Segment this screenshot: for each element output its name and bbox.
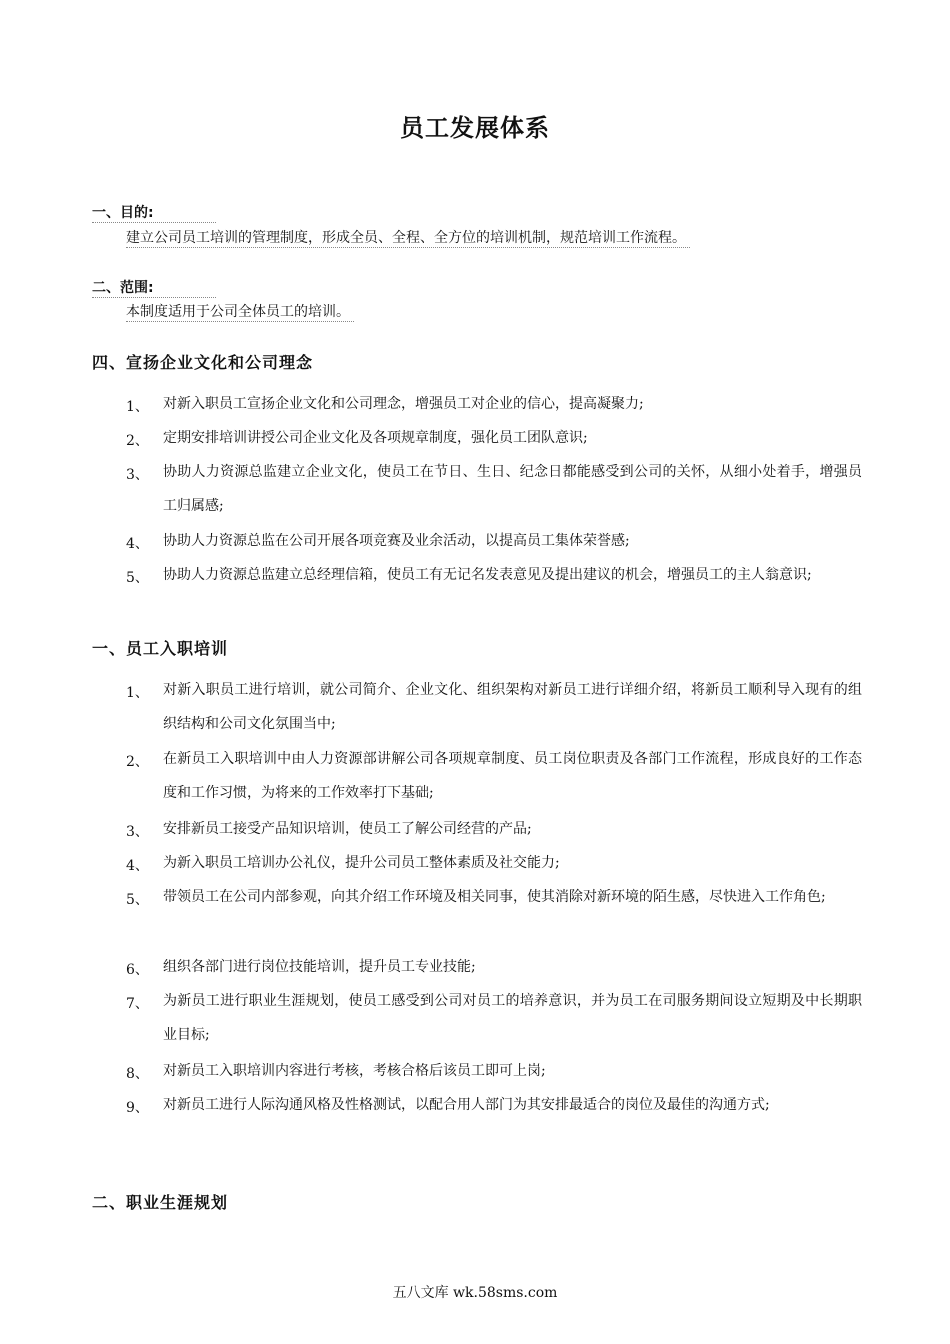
scope-text: 本制度适用于公司全体员工的培训。 (126, 303, 354, 322)
item-text: 带领员工在公司内部参观，向其介绍工作环境及相关同事，使其消除对新环境的陌生感，尽快进入工作角色; (163, 889, 826, 905)
item-number: 2、 (126, 433, 149, 449)
item-number: 4、 (126, 858, 149, 874)
item-text: 定期安排培训讲授公司企业文化及各项规章制度，强化员工团队意识; (163, 430, 588, 446)
item-number: 5、 (126, 892, 149, 908)
item-text: 协助人力资源总监在公司开展各项竞赛及业余活动，以提高员工集体荣誉感; (163, 533, 630, 549)
item-text: 对新入职员工进行培训，就公司简介、企业文化、组织架构对新员工进行详细介绍，将新员工顺利导入现有的组织结构和公司文化氛围当中; (163, 682, 862, 732)
item-number: 6、 (126, 962, 149, 978)
item-number: 9、 (126, 1100, 149, 1116)
career-heading: 二、职业生涯规划 (92, 1193, 229, 1212)
item-number: 3、 (126, 467, 149, 483)
item-number: 5、 (126, 570, 149, 586)
purpose-text: 建立公司员工培训的管理制度，形成全员、全程、全方位的培训机制，规范培训工作流程。 (126, 229, 690, 248)
scope-heading: 二、范围: (92, 279, 216, 298)
item-number: 3、 (126, 824, 149, 840)
item-text: 为新入职员工培训办公礼仪，提升公司员工整体素质及社交能力; (163, 855, 560, 871)
item-text: 协助人力资源总监建立总经理信箱，使员工有无记名发表意见及提出建议的机会，增强员工的主人翁意识; (163, 567, 812, 583)
item-number: 7、 (126, 996, 149, 1012)
item-text: 安排新员工接受产品知识培训，使员工了解公司经营的产品; (163, 821, 532, 837)
item-number: 4、 (126, 536, 149, 552)
item-text: 为新员工进行职业生涯规划，使员工感受到公司对员工的培养意识，并为员工在司服务期间设立短期及中长期职业目标; (163, 993, 862, 1043)
item-text: 对新员工入职培训内容进行考核，考核合格后该员工即可上岗; (163, 1063, 546, 1079)
onboarding-heading: 一、员工入职培训 (92, 639, 229, 658)
item-text: 对新入职员工宣扬企业文化和公司理念，增强员工对企业的信心，提高凝聚力; (163, 396, 644, 412)
culture-heading: 四、宣扬企业文化和公司理念 (92, 353, 314, 372)
footer-watermark: 五八文库 wk.58sms.com (392, 1285, 558, 1301)
item-number: 1、 (126, 399, 149, 415)
item-number: 8、 (126, 1066, 149, 1082)
item-text: 在新员工入职培训中由人力资源部讲解公司各项规章制度、员工岗位职责及各部门工作流程，形成良好的工作态度和工作习惯，为将来的工作效率打下基础; (163, 751, 862, 801)
item-number: 1、 (126, 685, 149, 701)
item-text: 对新员工进行人际沟通风格及性格测试，以配合用人部门为其安排最适合的岗位及最佳的沟通方式; (163, 1097, 770, 1113)
item-text: 协助人力资源总监建立企业文化，使员工在节日、生日、纪念日都能感受到公司的关怀，从细小处着手，增强员工归属感; (163, 464, 862, 514)
page-title: 员工发展体系 (400, 114, 550, 142)
item-number: 2、 (126, 754, 149, 770)
item-text: 组织各部门进行岗位技能培训，提升员工专业技能; (163, 959, 476, 975)
purpose-heading: 一、目的: (92, 204, 216, 223)
